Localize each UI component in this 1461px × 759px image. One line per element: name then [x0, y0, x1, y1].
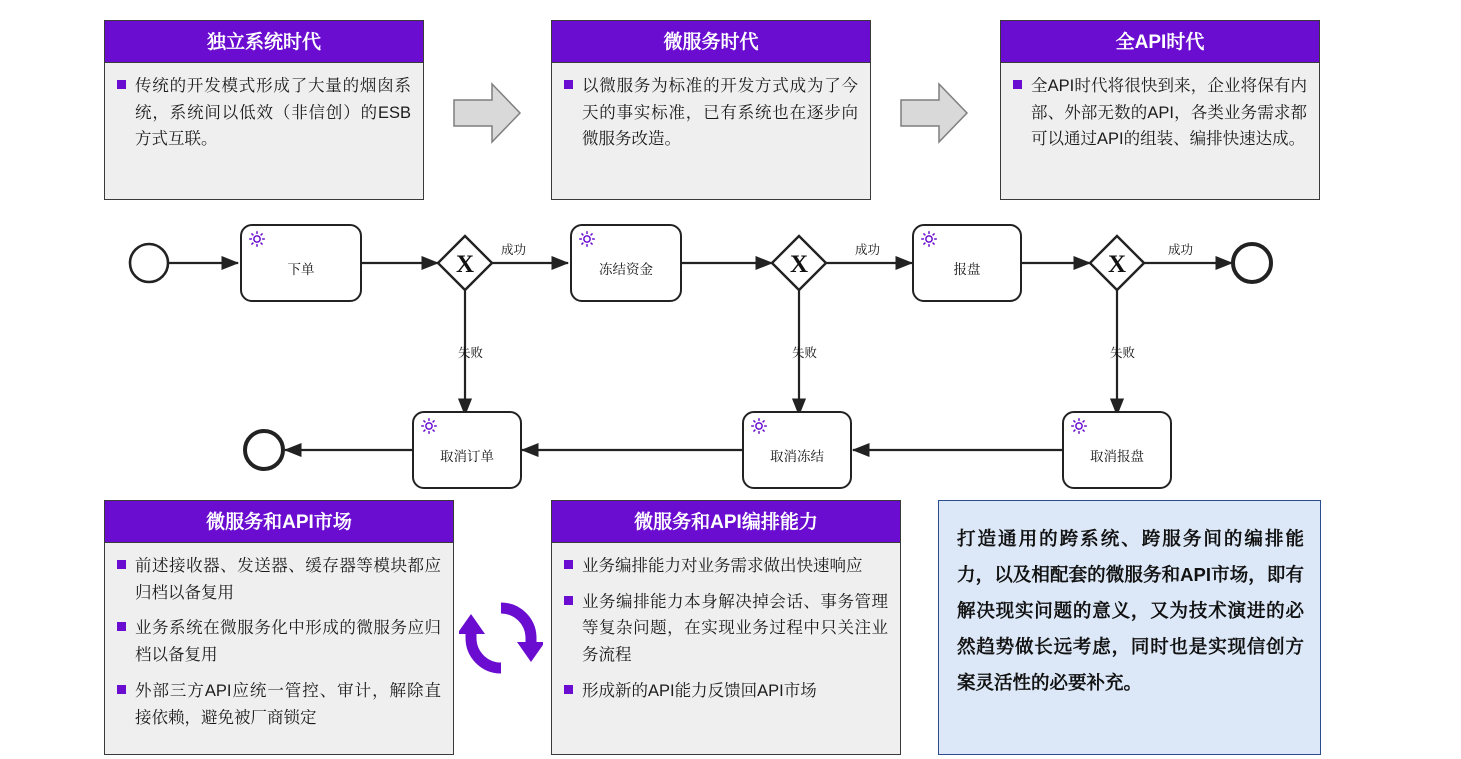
bullet-text: 业务编排能力对业务需求做出快速响应 [582, 557, 863, 575]
edge-label-failure-2: 失败 [792, 346, 818, 360]
square-bullet-icon [117, 622, 126, 631]
edge-label-failure-1: 失败 [458, 346, 484, 360]
square-bullet-icon [564, 685, 573, 694]
bullet-item [117, 678, 441, 731]
bullet-item [564, 553, 888, 580]
task-node[interactable] [912, 224, 1022, 302]
top-card-2-title: 微服务时代 [552, 21, 870, 63]
task-node[interactable] [412, 411, 522, 489]
task-label: 取消订单 [440, 449, 494, 464]
bullet-text: 传统的开发模式形成了大量的烟囱系统，系统间以低效（非信创）的ESB方式互联。 [135, 77, 411, 149]
edge-label-success-1: 成功 [501, 243, 527, 257]
svg-text:X: X [455, 251, 475, 278]
gear-icon [750, 417, 768, 435]
edge-label-failure-3: 失败 [1110, 346, 1136, 360]
task-label: 取消报盘 [1090, 449, 1144, 464]
bottom-card-2-body [552, 543, 900, 713]
square-bullet-icon [117, 560, 126, 569]
bullet-item [564, 589, 888, 669]
svg-text:X: X [789, 251, 809, 278]
task-node[interactable] [1062, 411, 1172, 489]
conclusion-text: 打造通用的跨系统、跨服务间的编排能力，以及相配套的微服务和API市场，即有解决现实问题的意义，又为技术演进的必然趋势做长远考虑，同时也是实现信创方案灵活性的必要补充。 [957, 528, 1304, 694]
bullet-text: 外部三方API应统一管控、审计，解除直接依赖，避免被厂商锁定 [135, 681, 441, 727]
bullet-text: 全API时代将很快到来，企业将保有内部、外部无数的API，各类业务需求都可以通过API的组装、编排快速达成。 [1031, 77, 1307, 149]
bullet-item [117, 615, 441, 668]
top-card-1-title: 独立系统时代 [105, 21, 423, 63]
bullet-item [117, 553, 441, 606]
gear-icon [1070, 417, 1088, 435]
bottom-card-1 [104, 500, 454, 755]
task-label: 下单 [287, 262, 315, 277]
task-node[interactable] [570, 224, 682, 302]
task-node[interactable] [240, 224, 362, 302]
gear-icon [578, 230, 596, 248]
square-bullet-icon [564, 596, 573, 605]
cycle-arrows-icon [459, 596, 543, 680]
task-label: 冻结资金 [599, 262, 653, 277]
bullet-text: 前述接收器、发送器、缓存器等模块都应归档以备复用 [135, 557, 441, 602]
bottom-card-2-title: 微服务和API编排能力 [552, 501, 900, 543]
square-bullet-icon [564, 560, 573, 569]
bullet-text: 业务系统在微服务化中形成的微服务应归档以备复用 [135, 619, 441, 665]
bottom-card-1-title: 微服务和API市场 [105, 501, 453, 543]
bullet-item [564, 678, 888, 705]
bullet-text: 以微服务为标准的开发方式成为了今天的事实标准，已有系统也在逐步向微服务改造。 [582, 77, 858, 149]
top-card-3-title: 全API时代 [1001, 21, 1319, 63]
bullet-text: 业务编排能力本身解决掉会话、事务管理等复杂问题，在实现业务过程中只关注业务流程 [582, 592, 888, 665]
bottom-card-2 [551, 500, 901, 755]
task-node[interactable] [742, 411, 852, 489]
conclusion-box [938, 500, 1321, 755]
gear-icon [248, 230, 266, 248]
svg-text:X: X [1107, 251, 1127, 278]
gear-icon [420, 417, 438, 435]
task-label: 取消冻结 [770, 449, 824, 464]
task-label: 报盘 [953, 262, 981, 277]
bullet-text: 形成新的API能力反馈回API市场 [582, 681, 817, 700]
gear-icon [920, 230, 938, 248]
edge-label-success-2: 成功 [855, 243, 881, 257]
edge-label-success-3: 成功 [1168, 243, 1194, 257]
bottom-card-1-body [105, 543, 453, 739]
square-bullet-icon [117, 685, 126, 694]
